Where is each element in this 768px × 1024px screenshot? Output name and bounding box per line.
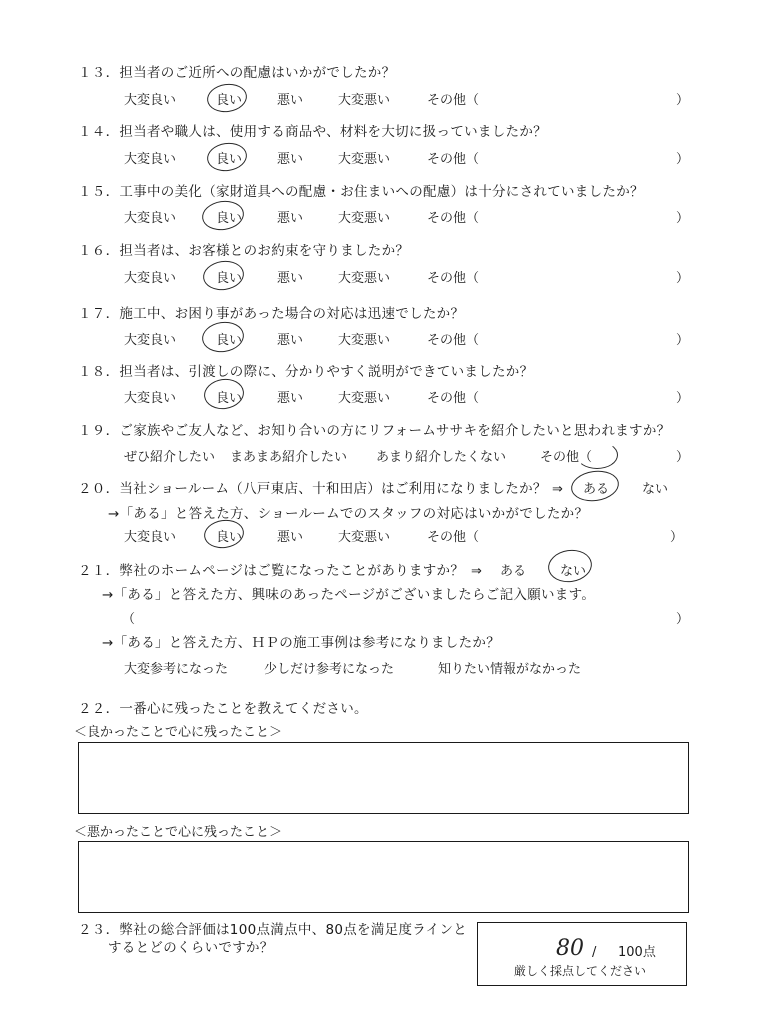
question-14: １４．担当者や職人は、使用する商品や、材料を大切に扱っていましたか？ [78, 124, 547, 140]
option-other[interactable]: その他（ [427, 391, 480, 406]
selection-circle [205, 81, 249, 114]
option-very-bad[interactable]: 大変悪い [338, 211, 391, 226]
question-21-followup-2: →「ある」と答えた方、ＨＰの施工事例は参考になりましたか？ [102, 635, 501, 651]
arrow-symbol: ⇒ [552, 482, 563, 497]
question-19: １９．ご家族やご友人など、お知り合いの方にリフォームササキを紹介したいと思われますか？ [78, 423, 671, 439]
close-paren: ） [676, 211, 690, 226]
option-bad[interactable]: 悪い [277, 93, 304, 108]
option-good[interactable]: 良い [216, 333, 243, 348]
option-bad[interactable]: 悪い [277, 333, 304, 348]
option-good[interactable]: 良い [216, 391, 243, 406]
close-paren: ） [676, 333, 690, 348]
option-yes[interactable]: ある [500, 564, 527, 579]
option-very-good[interactable]: 大変良い [124, 271, 177, 286]
option-bad[interactable]: 悪い [277, 152, 304, 167]
option-good[interactable]: 良い [216, 530, 243, 545]
selection-circle [546, 547, 594, 585]
score-slash: / [592, 945, 597, 960]
close-paren: ） [676, 93, 690, 108]
option-not-helpful[interactable]: 知りたい情報がなかった [438, 662, 582, 677]
selection-circle [201, 258, 246, 292]
question-22: ２２．一番心に残ったことを教えてください。 [78, 701, 368, 717]
question-13: １３．担当者のご近所への配慮はいかがでしたか？ [78, 65, 396, 81]
option-very-bad[interactable]: 大変悪い [338, 530, 391, 545]
option-very-good[interactable]: 大変良い [124, 152, 177, 167]
option-bad[interactable]: 悪い [277, 271, 304, 286]
option-very-good[interactable]: 大変良い [124, 211, 177, 226]
question-21-followup-1: →「ある」と答えた方、興味のあったページがございましたらご記入願います。 [102, 587, 596, 603]
option-very-bad[interactable]: 大変悪い [338, 333, 391, 348]
question-18: １８．担当者は、引渡しの際に、分かりやすく説明ができていましたか？ [78, 364, 534, 380]
good-memory-textbox[interactable] [78, 742, 689, 814]
question-20: ２０．当社ショールーム（八戸東店、十和田店）はご利用になりましたか？ [78, 481, 547, 497]
question-21: ２１．弊社のホームページはご覧になったことがありますか？ [78, 563, 465, 579]
option-good[interactable]: 良い [216, 152, 243, 167]
option-somewhat-recommend[interactable]: まあまあ紹介したい [230, 450, 348, 465]
question-17: １７．施工中、お困り事があった場合の対応は迅速でしたか？ [78, 306, 465, 322]
question-23: ２３．弊社の総合評価は100点満点中、80点を満足度ラインと [78, 922, 468, 938]
close-paren: ） [676, 391, 690, 406]
option-not-recommend[interactable]: あまり紹介したくない [376, 450, 507, 465]
question-20-followup: →「ある」と答えた方、ショールームでのスタッフの対応はいかがでしたか？ [108, 506, 589, 522]
open-paren: （ [122, 612, 136, 627]
option-no[interactable]: ない [560, 564, 587, 579]
question-15: １５．工事中の美化（家財道具への配慮・お住まいへの配慮）は十分にされていましたか？ [78, 184, 644, 200]
option-other[interactable]: その他（ [427, 530, 480, 545]
option-other[interactable]: その他（ [540, 450, 593, 465]
option-other[interactable]: その他（ [427, 93, 480, 108]
score-note: 厳しく採点してください [514, 964, 647, 978]
option-very-bad[interactable]: 大変悪い [338, 391, 391, 406]
question-16: １６．担当者は、お客様とのお約束を守りましたか？ [78, 243, 410, 259]
option-very-good[interactable]: 大変良い [124, 333, 177, 348]
selection-circle [202, 517, 246, 550]
question-23-line-2: するとどのくらいですか？ [108, 940, 274, 956]
close-paren: ） [676, 450, 690, 465]
selection-circle [200, 198, 246, 233]
option-very-good[interactable]: 大変良い [124, 391, 177, 406]
score-value: 80 [556, 936, 584, 961]
option-very-helpful[interactable]: 大変参考になった [124, 662, 229, 677]
close-paren: ） [676, 152, 690, 167]
option-slightly-helpful[interactable]: 少しだけ参考になった [264, 662, 395, 677]
option-bad[interactable]: 悪い [277, 530, 304, 545]
selection-circle [576, 441, 618, 469]
selection-circle [202, 376, 246, 411]
option-yes[interactable]: ある [583, 482, 610, 497]
score-max: 100点 [618, 945, 656, 960]
option-bad[interactable]: 悪い [277, 211, 304, 226]
close-paren: ） [676, 271, 690, 286]
option-very-bad[interactable]: 大変悪い [338, 152, 391, 167]
option-good[interactable]: 良い [216, 93, 243, 108]
option-very-bad[interactable]: 大変悪い [338, 271, 391, 286]
good-memory-label: ＜良かったことで心に残ったこと＞ [74, 725, 283, 740]
selection-circle [205, 140, 249, 173]
option-other[interactable]: その他（ [427, 152, 480, 167]
option-very-good[interactable]: 大変良い [124, 530, 177, 545]
option-other[interactable]: その他（ [427, 333, 480, 348]
close-paren: ） [670, 530, 684, 545]
option-other[interactable]: その他（ [427, 271, 480, 286]
option-bad[interactable]: 悪い [277, 391, 304, 406]
arrow-symbol: ⇒ [471, 564, 482, 579]
option-good[interactable]: 良い [216, 211, 243, 226]
bad-memory-label: ＜悪かったことで心に残ったこと＞ [74, 825, 283, 840]
option-definitely-recommend[interactable]: ぜひ紹介したい [124, 450, 216, 465]
option-good[interactable]: 良い [216, 271, 243, 286]
option-very-bad[interactable]: 大変悪い [338, 93, 391, 108]
option-other[interactable]: その他（ [427, 211, 480, 226]
option-no[interactable]: ない [642, 482, 669, 497]
bad-memory-textbox[interactable] [78, 841, 689, 913]
close-paren: ） [676, 612, 690, 627]
option-very-good[interactable]: 大変良い [124, 93, 177, 108]
selection-circle [569, 468, 621, 504]
selection-circle [200, 319, 246, 355]
